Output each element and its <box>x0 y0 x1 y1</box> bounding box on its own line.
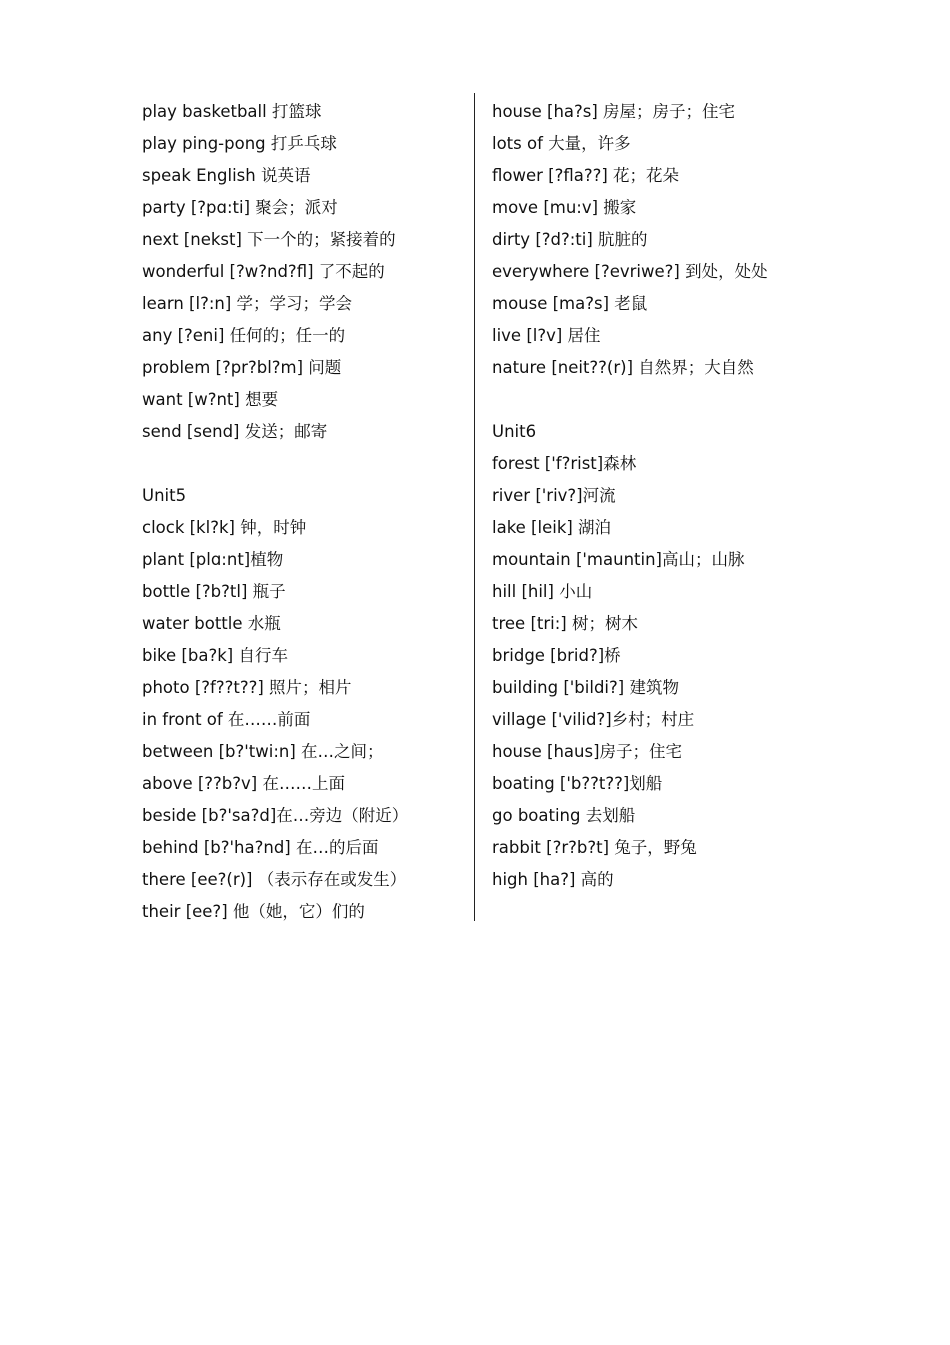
vocab-entry: everywhere [?evriwe?] 到处，处处 <box>492 262 768 281</box>
unit-heading: Unit5 <box>142 486 187 505</box>
blank-line <box>142 448 467 480</box>
blank-line <box>492 384 822 416</box>
vocab-entry: want [w?nt] 想要 <box>142 390 279 409</box>
vocab-entry: learn [l?:n] 学；学习；学会 <box>142 294 353 313</box>
unit-heading: Unit6 <box>492 422 537 441</box>
vocab-entry: above [??b?v] 在……上面 <box>142 774 345 793</box>
vocab-entry: dirty [?d?:ti] 肮脏的 <box>492 230 648 249</box>
vocab-entry: play basketball 打篮球 <box>142 102 322 121</box>
vocab-entry: nature [neit??(r)] 自然界；大自然 <box>492 358 754 377</box>
vocab-entry: building ['bildi?] 建筑物 <box>492 678 679 697</box>
vocab-entry: next [nekst] 下一个的；紧接着的 <box>142 230 396 249</box>
vocab-entry: village ['vilid?]乡村；村庄 <box>492 710 695 729</box>
vocab-entry: beside [b?'sa?d]在…旁边（附近） <box>142 806 409 825</box>
vocab-entry: river ['riv?]河流 <box>492 486 616 505</box>
vocab-entry: bridge [brid?]桥 <box>492 646 621 665</box>
vocab-entry: any [?eni] 任何的；任一的 <box>142 326 346 345</box>
vocab-entry: there [ee?(r)] （表示存在或发生） <box>142 870 407 889</box>
vocab-entry: play ping-pong 打乒乓球 <box>142 134 337 153</box>
vocab-entry: their [ee?] 他（她，它）们的 <box>142 902 365 921</box>
vocab-entry: tree [tri:] 树；树木 <box>492 614 638 633</box>
vocab-entry: mouse [ma?s] 老鼠 <box>492 294 648 313</box>
vocab-entry: wonderful [?w?nd?fl] 了不起的 <box>142 262 385 281</box>
vocab-entry: water bottle 水瓶 <box>142 614 281 633</box>
vocab-entry: in front of 在……前面 <box>142 710 311 729</box>
vocab-entry: send [send] 发送；邮寄 <box>142 422 328 441</box>
vocab-entry: boating ['b??t??]划船 <box>492 774 663 793</box>
vocab-entry: speak English 说英语 <box>142 166 311 185</box>
vocab-entry: high [ha?] 高的 <box>492 870 614 889</box>
vocab-entry: live [l?v] 居住 <box>492 326 601 345</box>
vocab-entry: go boating 去划船 <box>492 806 636 825</box>
column-divider <box>474 93 475 921</box>
vocab-entry: house [ha?s] 房屋；房子；住宅 <box>492 102 736 121</box>
vocab-entry: lots of 大量，许多 <box>492 134 631 153</box>
vocab-entry: forest ['f?rist]森林 <box>492 454 637 473</box>
vocab-entry: between [b?'twi:n] 在…之间； <box>142 742 384 761</box>
vocab-entry: hill [hil] 小山 <box>492 582 593 601</box>
vocab-entry: bike [ba?k] 自行车 <box>142 646 288 665</box>
right-column <box>492 96 822 896</box>
vocab-entry: lake [leik] 湖泊 <box>492 518 612 537</box>
vocab-entry: behind [b?'ha?nd] 在…的后面 <box>142 838 379 857</box>
vocab-entry: clock [kl?k] 钟，时钟 <box>142 518 307 537</box>
vocab-entry: flower [?fla??] 花；花朵 <box>492 166 680 185</box>
vocab-entry: plant [plɑ:nt]植物 <box>142 550 284 569</box>
vocab-entry: party [?pɑ:ti] 聚会；派对 <box>142 198 338 217</box>
vocab-entry: bottle [?b?tl] 瓶子 <box>142 582 286 601</box>
left-column <box>142 96 467 928</box>
vocab-entry: photo [?f??t??] 照片；相片 <box>142 678 352 697</box>
vocab-entry: house [haus]房子；住宅 <box>492 742 682 761</box>
vocab-entry: problem [?pr?bl?m] 问题 <box>142 358 342 377</box>
vocab-entry: mountain ['mauntin]高山；山脉 <box>492 550 745 569</box>
vocab-entry: move [mu:v] 搬家 <box>492 198 637 217</box>
vocab-entry: rabbit [?r?b?t] 兔子，野兔 <box>492 838 697 857</box>
